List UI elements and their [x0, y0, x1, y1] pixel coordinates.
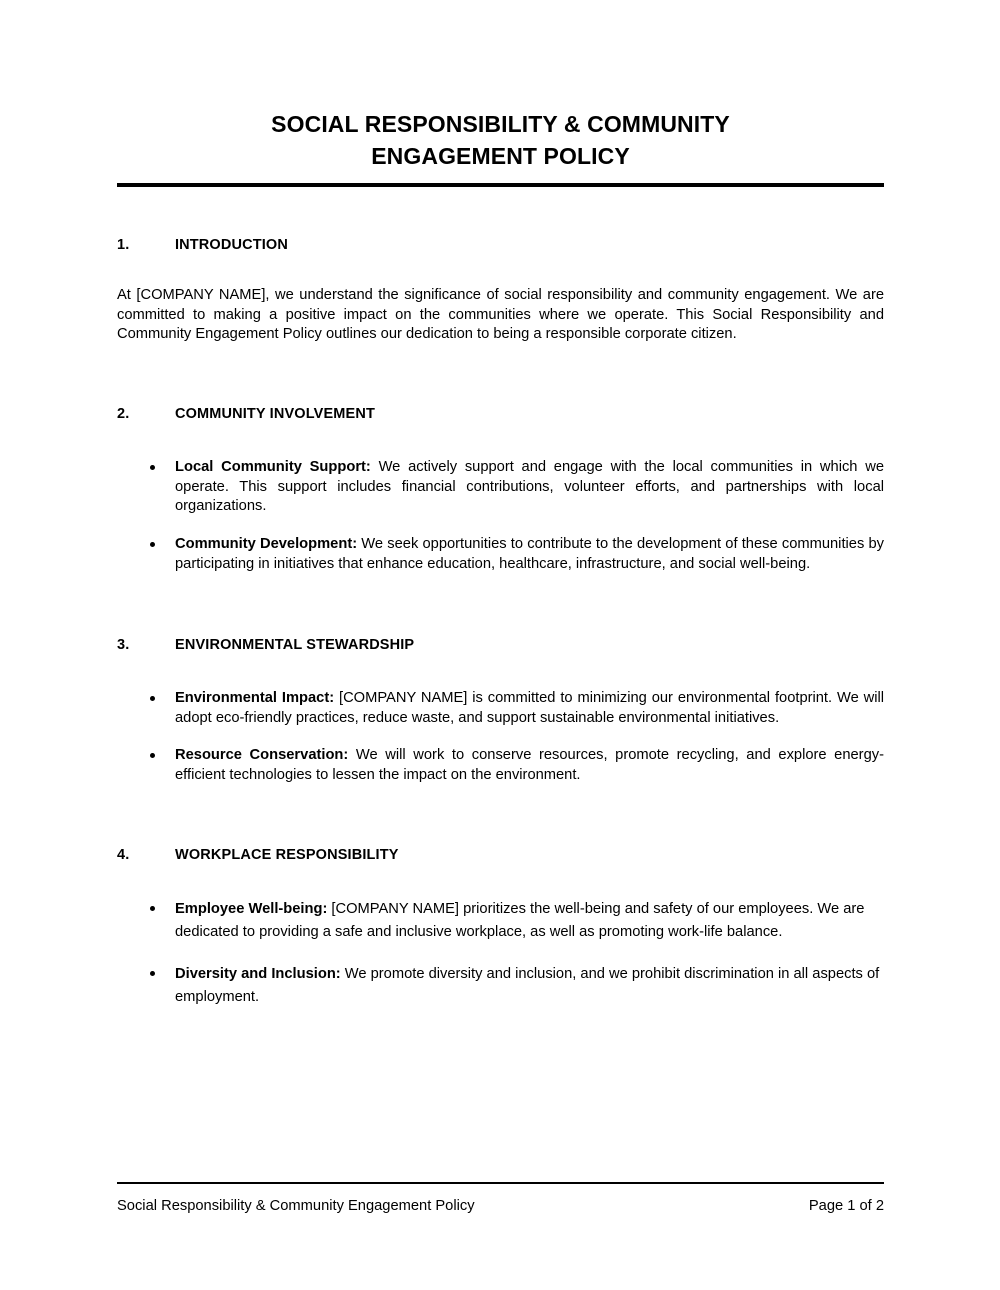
- section-heading: [117, 636, 884, 654]
- page-title-line-1: SOCIAL RESPONSIBILITY & COMMUNITY: [271, 111, 730, 137]
- bullet-list: [117, 689, 884, 786]
- list-item-body: [COMPANY NAME] is committed to minimizing our environmental footprint. We will adopt eco-friendly practices, reduce waste, and support sustainable environmental initiatives.: [175, 689, 885, 726]
- section-community-involvement: [117, 405, 884, 575]
- bullet-icon: [150, 542, 155, 547]
- section-heading: [117, 846, 884, 864]
- bullet-icon: [150, 753, 155, 758]
- list-item-body: We actively support and engage with the local communities in which we operate. This support includes financial contributions, volunteer efforts, and partnerships with local organizations.: [175, 458, 884, 515]
- list-item: [117, 898, 884, 944]
- list-item-body: We promote diversity and inclusion, and we prohibit discrimination in all aspects of employment.: [175, 965, 880, 1005]
- list-item-lead: Employee Well-being:: [175, 900, 328, 917]
- list-item: [117, 458, 884, 517]
- section-environmental-stewardship: [117, 636, 884, 786]
- title-divider: [117, 183, 884, 187]
- page-title: [117, 0, 884, 172]
- footer-document-name: Social Responsibility & Community Engagement Policy: [117, 1198, 475, 1214]
- document-body: [117, 0, 884, 1009]
- section-number: 2.: [117, 405, 130, 422]
- section-heading: [117, 236, 884, 254]
- list-item-lead: Diversity and Inclusion:: [175, 965, 341, 982]
- section-title: WORKPLACE RESPONSIBILITY: [175, 846, 399, 863]
- section-introduction: [117, 236, 884, 345]
- footer-page-number: Page 1 of 2: [808, 1198, 884, 1214]
- list-item-lead: Community Development:: [175, 536, 358, 553]
- section-heading: [117, 405, 884, 423]
- bullet-list: [117, 458, 884, 575]
- section-title: INTRODUCTION: [175, 237, 288, 253]
- bullet-icon: [150, 906, 155, 911]
- list-item: [117, 689, 884, 729]
- page-title-line-2: ENGAGEMENT POLICY: [371, 143, 630, 169]
- footer-divider: [117, 1182, 884, 1184]
- page-footer: [117, 1182, 884, 1215]
- section-workplace-responsibility: [117, 846, 884, 1009]
- bullet-icon: [150, 465, 155, 470]
- section-title: COMMUNITY INVOLVEMENT: [175, 405, 375, 422]
- list-item-lead: Local Community Support:: [175, 458, 371, 475]
- list-item-body: We seek opportunities to contribute to the development of these communities by participating in initiatives that enhance education, healthcare, infrastructure, and social well-being.: [175, 536, 885, 572]
- section-number: 1.: [117, 237, 130, 253]
- footer-row: [117, 1197, 884, 1215]
- list-item: [117, 963, 884, 1009]
- section-paragraph: At [COMPANY NAME], we understand the significance of social responsibility and community engagement. We are committed to making a positive impact on the communities where we operate. This Social Responsibility and Community Engagement Policy outlines our dedication to being a responsible corporate citizen.: [117, 287, 884, 343]
- section-number: 4.: [117, 846, 130, 863]
- list-item: [117, 746, 884, 786]
- section-number: 3.: [117, 636, 130, 653]
- list-item-lead: Resource Conservation:: [175, 747, 349, 764]
- list-item-body: We will work to conserve resources, promote recycling, and explore energy-efficient technologies to lessen the impact on the environment.: [175, 747, 884, 784]
- bullet-list: [117, 898, 884, 1009]
- section-title: ENVIRONMENTAL STEWARDSHIP: [175, 636, 415, 653]
- list-item-lead: Environmental Impact:: [175, 689, 335, 706]
- bullet-icon: [150, 696, 155, 701]
- bullet-icon: [150, 971, 155, 976]
- list-item-body: [COMPANY NAME] prioritizes the well-being and safety of our employees. We are dedicated to providing a safe and inclusive workplace, as well as promoting work-life balance.: [175, 900, 865, 940]
- list-item: [117, 535, 884, 575]
